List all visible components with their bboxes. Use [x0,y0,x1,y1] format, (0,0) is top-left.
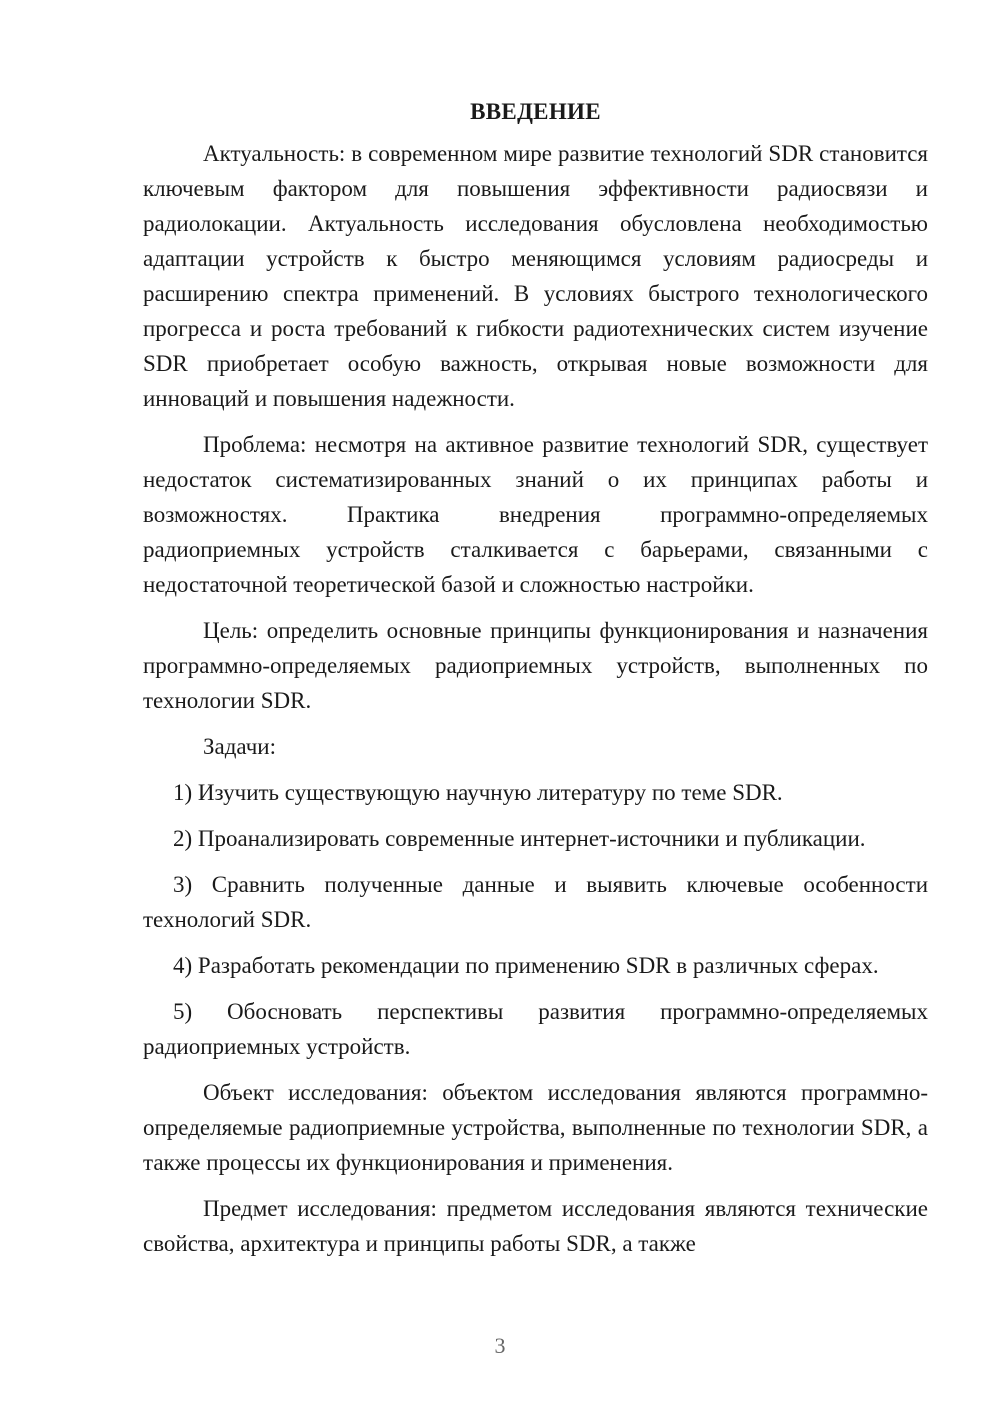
task-item-2: 2) Проанализировать современные интернет-источники и публикации. [173,826,866,851]
tasks-label: Задачи: [203,734,276,759]
task-item-5: 5) Обосновать перспективы развития программно-определяемых радиоприемных устройств. [143,999,928,1059]
page-title: ВВЕДЕНИЕ [470,99,601,124]
object-paragraph: Объект исследования: объектом исследования являются программно-определяемые радиоприемные устройства, выполненные по технологии SDR, а также процессы их функционирования и применения. [143,1080,928,1175]
task-item-1: 1) Изучить существующую научную литературу по теме SDR. [173,780,783,805]
page-number: 3 [494,1333,506,1358]
page-content [143,94,928,1272]
task-item-3: 3) Сравнить полученные данные и выявить ключевые особенности технологий SDR. [143,872,928,932]
goal-paragraph: Цель: определить основные принципы функционирования и назначения программно-определяемых радиоприемных устройств, выполненных по технологии SDR. [143,618,928,713]
task-item-4: 4) Разработать рекомендации по применению SDR в различных сферах. [173,953,879,978]
subject-paragraph: Предмет исследования: предметом исследования являются технические свойства, архитектура и принципы работы SDR, а также [143,1196,928,1256]
relevance-paragraph: Актуальность: в современном мире развитие технологий SDR становится ключевым фактором для повышения эффективности радиосвязи и радиолокации. Актуальность исследования обусловлена необходимостью адаптации устройств к быстро меняющимся условиям радиосреды и расширению спектра применений. В условиях быстрого технологического прогресса и роста требований к гибкости радиотехнических систем изучение SDR приобретает особую важность, открывая новые возможности для инноваций и повышения надежности. [143,141,928,411]
problem-paragraph: Проблема: несмотря на активное развитие технологий SDR, существует недостаток систематизированных знаний о их принципах работы и возможностях. Практика внедрения программно-определяемых радиоприемных устройств сталкивается с барьерами, связанными с недостаточной теоретической базой и сложностью настройки. [143,432,928,597]
